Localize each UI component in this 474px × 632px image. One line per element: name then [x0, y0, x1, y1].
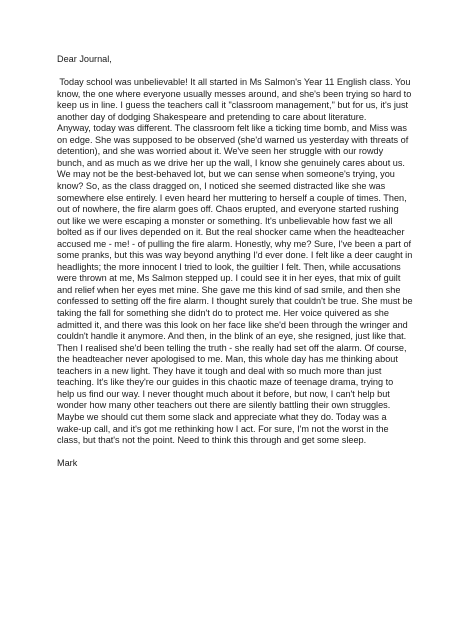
body-line: confessed to setting off the fire alarm. I thought surely that couldn't be true. She must be	[57, 296, 413, 307]
signature: Mark	[57, 458, 78, 469]
body-line: wonder how many other teachers out there are silently battling their own struggles.	[57, 400, 391, 411]
body-line: couldn't handle it anymore. And then, in the blink of an eye, she resigned, just like that.	[57, 331, 407, 342]
body-line: somewhere else entirely. I even heard her muttering to herself a couple of times. Then,	[57, 192, 407, 203]
body-line: class, but that's not the point. Need to think this through and get some sleep.	[57, 435, 367, 446]
body-line: on edge. She was supposed to be observed (she'd warned us yesterday with threats of	[57, 134, 409, 145]
body-line: detention), and she was worried about it. We've seen her struggle with our rowdy	[57, 146, 384, 157]
body-line: were thrown at me, Ms Salmon stepped up. I could see it in her eyes, that mix of guilt	[57, 273, 401, 284]
body-line: know, the one where everyone usually messes around, and she's been trying so hard to	[57, 88, 412, 99]
body-line: Then I realised she'd been telling the truth - she really had set off the alarm. Of course,	[57, 342, 407, 353]
journal-body	[57, 77, 421, 447]
body-line: admitted it, and there was this look on her face like she'd been through the wringer and	[57, 319, 408, 330]
body-line: out of nowhere, the fire alarm goes off. Chaos erupted, and everyone started rushing	[57, 204, 399, 215]
body-line: the headteacher never apologised to me. Man, this whole day has me thinking about	[57, 354, 398, 365]
body-line: Anyway, today was different. The classroom felt like a ticking time bomb, and Miss was	[57, 123, 407, 134]
body-line: Maybe we should cut them some slack and appreciate what they do. Today was a	[57, 411, 387, 422]
body-line: wake-up call, and it's got me rethinking how I act. For sure, I'm not the worst in the	[57, 423, 389, 434]
body-line: accused me - me! - of pulling the fire alarm. Honestly, why me? Sure, I've been a part of	[57, 238, 412, 249]
body-line: help us find our way. I never thought much about it before, but now, I can't help but	[57, 388, 390, 399]
salutation: Dear Journal,	[57, 54, 112, 64]
journal-entry	[57, 54, 421, 470]
body-line: We may not be the best-behaved lot, but we can sense when someone's trying, you	[57, 169, 395, 180]
body-line: out like we were escaping a monster or something. It's unbelievable how fast we all	[57, 215, 393, 226]
body-line: keep us in line. I guess the teachers call it "classroom management," but for us, it's just	[57, 100, 409, 111]
body-line: teachers in a new light. They have it tough and deal with so much more than just	[57, 365, 382, 376]
body-line: some pranks, but this was way beyond anything I'd ever done. I felt like a deer caught in	[57, 250, 413, 261]
paragraph-spacer	[57, 66, 421, 78]
body-line: teaching. It's like they're our guides in this chaotic maze of teenage drama, trying to	[57, 377, 394, 388]
body-line: and relief when her eyes met mine. She gave me this kind of sad smile, and then she	[57, 284, 401, 295]
body-line: know? So, as the class dragged on, I noticed she seemed distracted like she was	[57, 181, 386, 192]
body-line: Today school was unbelievable! It all started in Ms Salmon's Year 11 English class. You	[57, 77, 411, 88]
body-line: another day of dodging Shakespeare and pretending to care about literature.	[57, 111, 367, 122]
body-line: headlights; the more innocent I tried to look, the guiltier I felt. Then, while accusations	[57, 261, 401, 272]
body-line: taking the fall for something she didn't do to protect me. Her voice quivered as she	[57, 308, 389, 319]
body-line: bunch, and as much as we drive her up the wall, I know she genuinely cares about us.	[57, 157, 405, 168]
paragraph-spacer	[57, 447, 421, 459]
body-line: bolted as if our lives depended on it. But the real shocker came when the headteacher	[57, 227, 405, 238]
